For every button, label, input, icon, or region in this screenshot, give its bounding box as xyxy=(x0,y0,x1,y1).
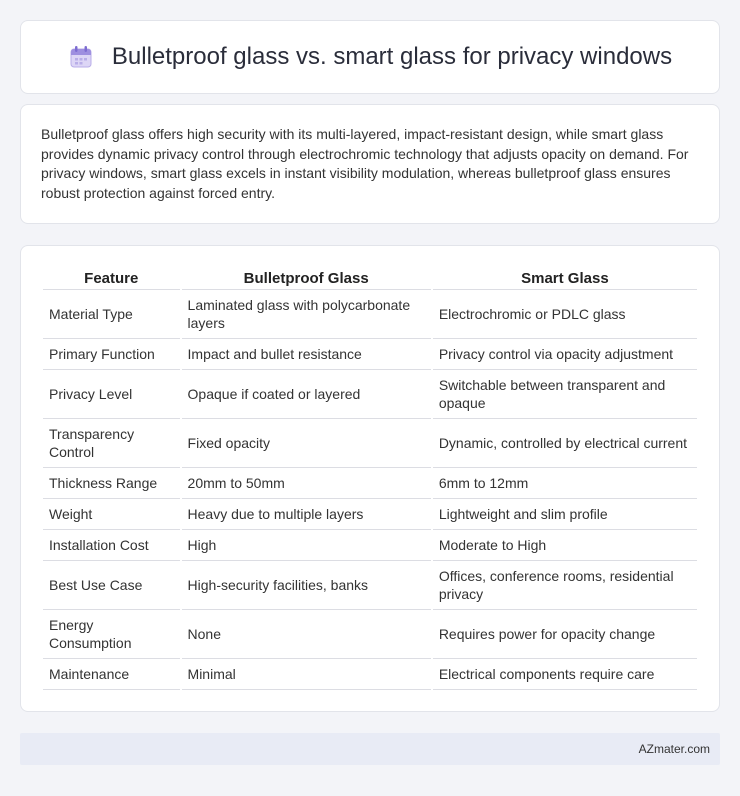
footer-bar xyxy=(20,733,720,765)
smart-cell: Dynamic, controlled by electrical current xyxy=(433,419,697,468)
table-header-row xyxy=(43,266,697,290)
footer-site-name: AZmater.com xyxy=(638,742,710,756)
smart-cell: Lightweight and slim profile xyxy=(433,499,697,530)
title-wrap xyxy=(68,43,672,71)
smart-cell: Electrical components require care xyxy=(433,659,697,690)
page-title: Bulletproof glass vs. smart glass for privacy windows xyxy=(111,43,673,70)
feature-cell: Installation Cost xyxy=(43,530,180,561)
feature-cell: Privacy Level xyxy=(43,370,180,419)
feature-cell: Transparency Control xyxy=(43,419,180,468)
intro-paragraph: Bulletproof glass offers high security with its multi-layered, impact-resistant design, while smart glass provides dynamic privacy control through electrochromic technology that adjusts opacity on demand. For privacy windows, smart glass excels in instant visibility modulation, whereas bulletproof glass ensures robust protection against forced entry. xyxy=(41,126,689,201)
smart-cell: Electrochromic or PDLC glass xyxy=(433,290,697,339)
table-row xyxy=(43,499,697,530)
smart-cell: Privacy control via opacity adjustment xyxy=(433,339,697,370)
comparison-table-card xyxy=(20,245,720,712)
table-row xyxy=(43,561,697,610)
table-row xyxy=(43,530,697,561)
table-row xyxy=(43,468,697,499)
table-row xyxy=(43,610,697,659)
bulletproof-cell: Impact and bullet resistance xyxy=(182,339,431,370)
bulletproof-cell: High xyxy=(182,530,431,561)
bulletproof-cell: Heavy due to multiple layers xyxy=(182,499,431,530)
table-row xyxy=(43,290,697,339)
feature-cell: Thickness Range xyxy=(43,468,180,499)
feature-cell: Best Use Case xyxy=(43,561,180,610)
smart-cell: Moderate to High xyxy=(433,530,697,561)
bulletproof-cell: Fixed opacity xyxy=(182,419,431,468)
feature-cell: Material Type xyxy=(43,290,180,339)
bulletproof-cell: Minimal xyxy=(182,659,431,690)
feature-cell: Maintenance xyxy=(43,659,180,690)
column-header-bulletproof: Bulletproof Glass xyxy=(182,266,431,290)
bulletproof-cell: High-security facilities, banks xyxy=(182,561,431,610)
bulletproof-cell: Opaque if coated or layered xyxy=(182,370,431,419)
bulletproof-cell: None xyxy=(182,610,431,659)
table-row xyxy=(43,339,697,370)
column-header-smart: Smart Glass xyxy=(433,266,697,290)
feature-cell: Primary Function xyxy=(43,339,180,370)
bulletproof-cell: 20mm to 50mm xyxy=(182,468,431,499)
smart-cell: Requires power for opacity change xyxy=(433,610,697,659)
calendar-icon xyxy=(68,44,94,70)
intro-card xyxy=(20,104,720,224)
title-card xyxy=(20,20,720,94)
comparison-table xyxy=(41,266,699,690)
bulletproof-cell: Laminated glass with polycarbonate layers xyxy=(182,290,431,339)
table-row xyxy=(43,370,697,419)
table-row xyxy=(43,659,697,690)
feature-cell: Energy Consumption xyxy=(43,610,180,659)
smart-cell: Switchable between transparent and opaque xyxy=(433,370,697,419)
column-header-feature: Feature xyxy=(43,266,180,290)
smart-cell: 6mm to 12mm xyxy=(433,468,697,499)
smart-cell: Offices, conference rooms, residential privacy xyxy=(433,561,697,610)
table-row xyxy=(43,419,697,468)
feature-cell: Weight xyxy=(43,499,180,530)
